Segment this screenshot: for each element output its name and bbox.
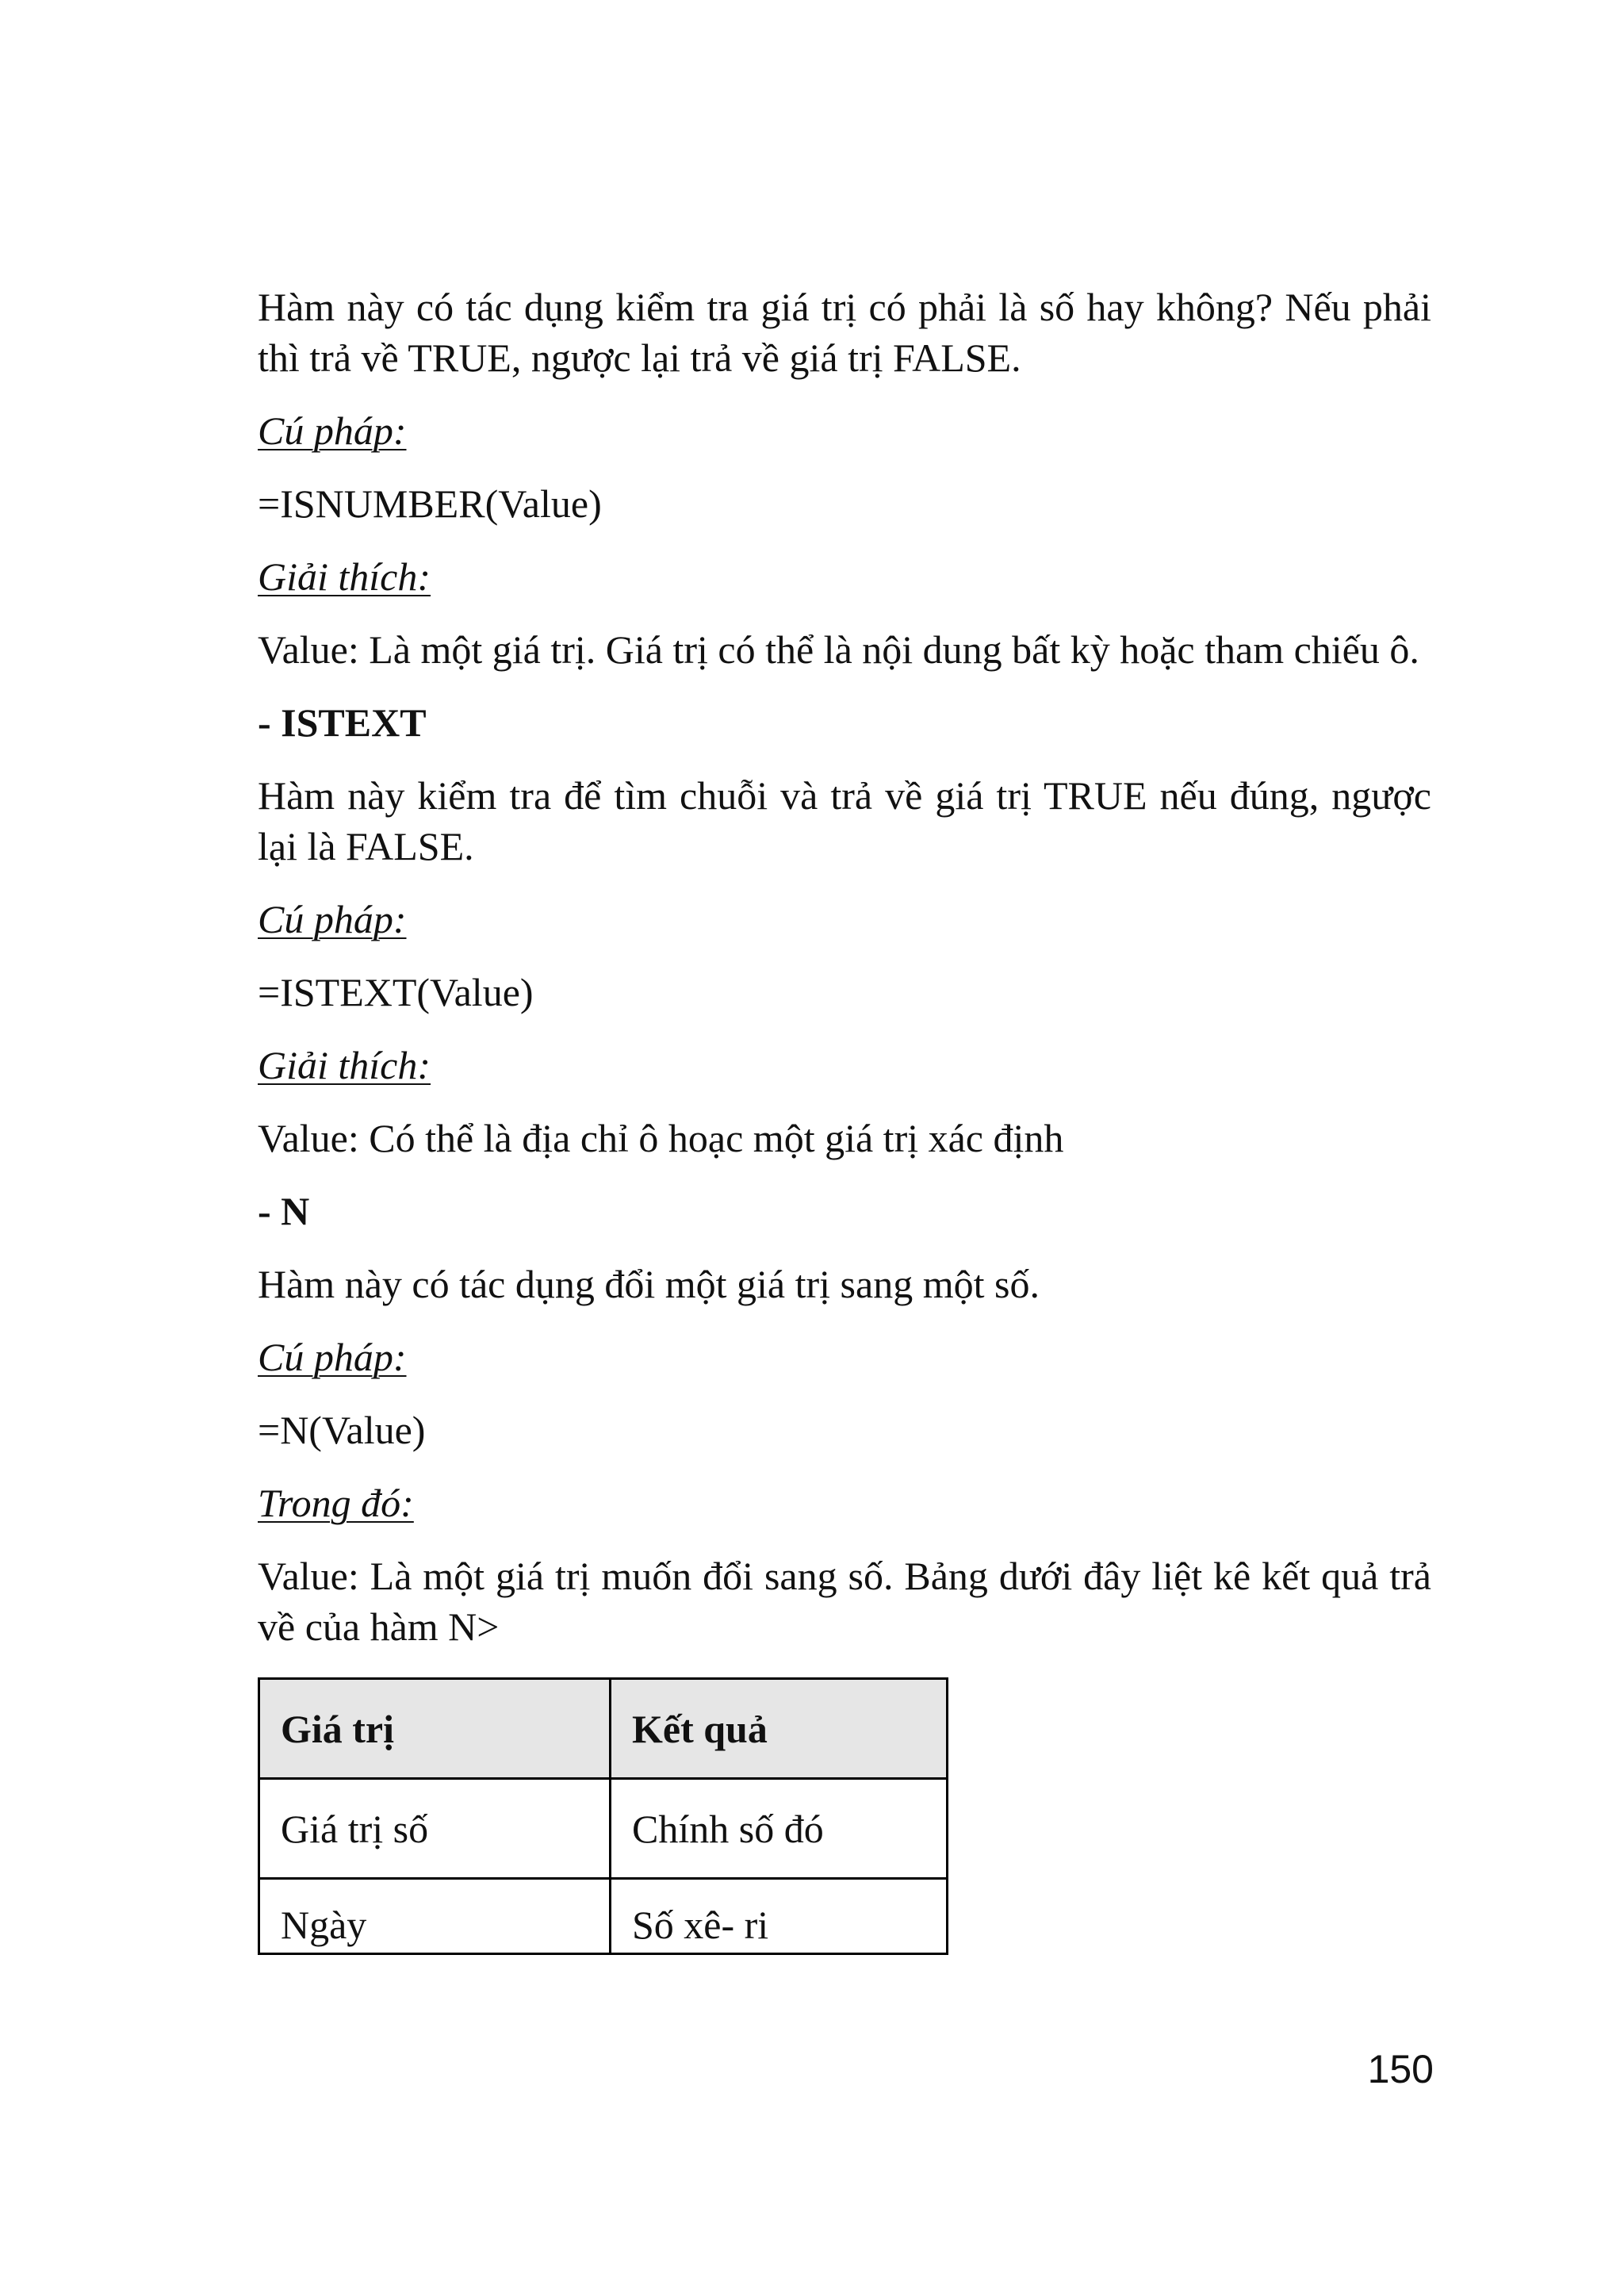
n-value-explanation: Value: Là một giá trị muốn đổi sang số. Bảng dưới đây liệt kê kết quả trả về của hàm N> — [258, 1554, 1431, 1649]
page-number: 150 — [1367, 2047, 1434, 2091]
document-page — [258, 282, 1431, 1955]
table-header-cell: Kết quả — [611, 1679, 948, 1779]
istext-description: Hàm này kiểm tra để tìm chuỗi và trả về giá trị TRUE nếu đúng, ngược lại là FALSE. — [258, 773, 1431, 868]
table-row — [259, 1879, 948, 1954]
syntax-label: Cú pháp: — [258, 897, 407, 941]
explanation-label: Giải thích: — [258, 554, 431, 599]
n-heading: - N — [258, 1189, 310, 1233]
explanation-label: Giải thích: — [258, 1043, 431, 1087]
n-description: Hàm này có tác dụng đổi một giá trị sang một số. — [258, 1262, 1040, 1306]
table-cell: Giá trị số — [259, 1779, 611, 1879]
table-cell: Số xê- ri — [611, 1879, 948, 1954]
isnumber-formula: =ISNUMBER(Value) — [258, 481, 602, 526]
n-formula: =N(Value) — [258, 1408, 426, 1452]
table-row — [259, 1779, 948, 1879]
istext-formula: =ISTEXT(Value) — [258, 970, 534, 1014]
table-header-row — [259, 1679, 948, 1779]
isnumber-description: Hàm này có tác dụng kiểm tra giá trị có phải là số hay không? Nếu phải thì trả về TRUE, ngược lại trả về giá trị FALSE. — [258, 285, 1431, 380]
table-header-cell: Giá trị — [259, 1679, 611, 1779]
syntax-label: Cú pháp: — [258, 408, 407, 453]
istext-value-explanation: Value: Có thể là địa chỉ ô hoạc một giá trị xác định — [258, 1116, 1064, 1160]
n-result-table — [258, 1677, 948, 1955]
isnumber-value-explanation: Value: Là một giá trị. Giá trị có thể là nội dung bất kỳ hoặc tham chiếu ô. — [258, 627, 1419, 672]
table-cell: Chính số đó — [611, 1779, 948, 1879]
table-cell: Ngày — [259, 1879, 611, 1954]
syntax-label: Cú pháp: — [258, 1335, 407, 1379]
istext-heading: - ISTEXT — [258, 700, 427, 745]
where-label: Trong đó: — [258, 1481, 414, 1525]
